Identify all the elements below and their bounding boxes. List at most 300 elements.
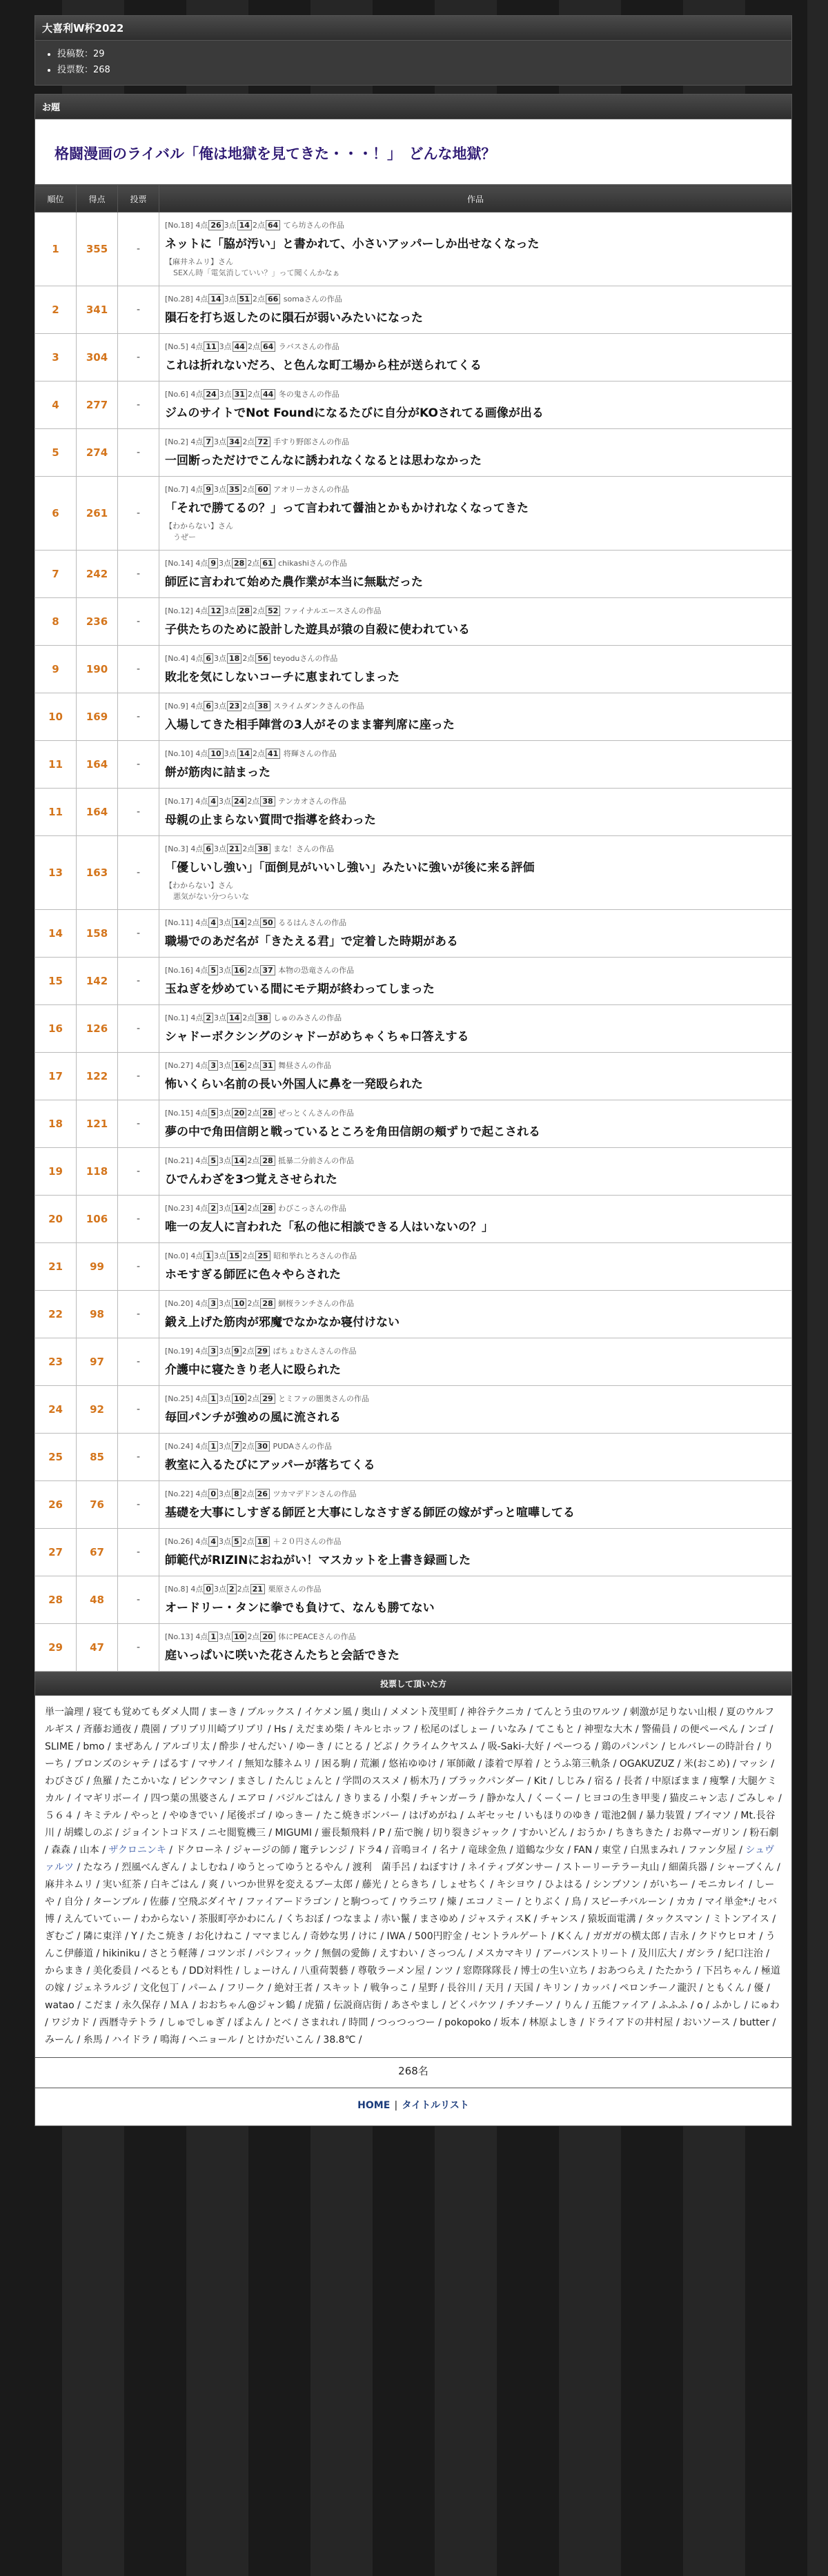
entry-number: [No.27]	[165, 1061, 193, 1070]
rank-cell: 21	[35, 1243, 77, 1291]
votes-3pt: 21	[227, 844, 241, 854]
work-cell	[159, 1291, 792, 1338]
work-cell	[159, 1624, 792, 1672]
work-cell	[159, 1243, 792, 1291]
votes-2pt: 38	[260, 796, 275, 806]
entry-title: 怖いくらい名前の長い外国人に鼻を一発殴られた	[165, 1078, 423, 1091]
rank-cell: 26	[35, 1481, 77, 1529]
entry-number: [No.20]	[165, 1299, 193, 1308]
vote-cell: -	[118, 1624, 159, 1672]
votes-3pt: 10	[232, 1632, 246, 1642]
entry-meta	[165, 1060, 786, 1072]
entry-author: アオリーカさんの作品	[273, 485, 349, 494]
votes-3pt: 16	[232, 1060, 246, 1071]
vote-cell: -	[118, 958, 159, 1005]
title-list-link[interactable]: タイトルリスト	[402, 2100, 469, 2111]
rank-cell: 11	[35, 789, 77, 836]
rank-cell: 1	[35, 212, 77, 286]
votes-2pt: 64	[266, 220, 280, 230]
votes-3pt: 28	[232, 558, 246, 568]
score-cell: 158	[77, 910, 118, 958]
label-2pt: 2点	[247, 918, 260, 927]
votes-3pt: 7	[232, 1441, 241, 1452]
votes-4pt: 4	[208, 918, 218, 928]
votes-4pt: 6	[204, 701, 213, 711]
label-4pt: 4点	[195, 1061, 208, 1070]
label-3pt: 3点	[214, 702, 226, 711]
entry-number: [No.28]	[165, 295, 193, 304]
vote-cell: -	[118, 1291, 159, 1338]
votes-2pt: 28	[260, 1156, 275, 1166]
label-2pt: 2点	[247, 1204, 260, 1213]
label-3pt: 3点	[224, 295, 237, 304]
rank-cell: 16	[35, 1005, 77, 1053]
vote-cell: -	[118, 477, 159, 551]
label-2pt: 2点	[252, 221, 265, 230]
entry-number: [No.7]	[165, 485, 188, 494]
label-3pt: 3点	[219, 342, 232, 351]
work-cell	[159, 286, 792, 334]
score-cell: 121	[77, 1100, 118, 1148]
rank-cell: 4	[35, 382, 77, 429]
score-cell: 48	[77, 1576, 118, 1624]
votes-4pt: 2	[204, 1013, 213, 1023]
entry-author: 体にPEACEさんの作品	[278, 1632, 356, 1641]
entry-title: ホモすぎる師匠に色々やらされた	[165, 1268, 341, 1282]
entry-title: 玉ねぎを炒めている間にモテ期が終わってしまった	[165, 982, 435, 996]
table-row	[35, 1196, 792, 1243]
votes-3pt: 16	[232, 965, 246, 975]
votes-4pt: 1	[208, 1441, 218, 1452]
label-2pt: 2点	[237, 1585, 250, 1594]
rank-cell: 10	[35, 693, 77, 741]
label-3pt: 3点	[214, 485, 226, 494]
entry-author: ぱちょむさんさんの作品	[273, 1347, 357, 1356]
score-cell: 274	[77, 429, 118, 477]
vote-cell: -	[118, 429, 159, 477]
votes-2pt: 31	[260, 1060, 275, 1071]
entry-number: [No.6]	[165, 390, 188, 399]
label-4pt: 4点	[195, 1156, 208, 1165]
label-2pt: 2点	[242, 844, 255, 853]
entry-title: ひでんわざを3つ覚えさせられた	[165, 1173, 337, 1187]
votes-2pt: 44	[261, 389, 275, 399]
label-2pt: 2点	[252, 295, 265, 304]
votes-3pt: 35	[227, 484, 241, 495]
vote-cell: -	[118, 286, 159, 334]
table-row	[35, 789, 792, 836]
votes-2pt: 29	[260, 1394, 275, 1404]
stats-panel	[34, 41, 792, 86]
table-row	[35, 334, 792, 382]
rank-cell: 19	[35, 1148, 77, 1196]
entry-number: [No.8]	[165, 1585, 188, 1594]
label-4pt: 4点	[190, 702, 204, 711]
vote-cell: -	[118, 1148, 159, 1196]
entry-meta	[165, 653, 786, 665]
label-4pt: 4点	[195, 221, 208, 230]
label-4pt: 4点	[190, 1585, 204, 1594]
votes-2pt: 30	[255, 1441, 270, 1452]
score-cell: 126	[77, 1005, 118, 1053]
entry-title: 介護中に寝たきり老人に殴られた	[165, 1363, 341, 1377]
rank-cell: 5	[35, 429, 77, 477]
table-row	[35, 477, 792, 551]
table-row	[35, 1576, 792, 1624]
entry-meta	[165, 700, 786, 713]
votes-2pt: 38	[255, 1013, 270, 1023]
entry-number: [No.12]	[165, 606, 193, 615]
votes-2pt: 29	[255, 1346, 270, 1356]
rank-cell: 15	[35, 958, 77, 1005]
label-3pt: 3点	[219, 966, 231, 975]
label-4pt: 4点	[195, 1204, 208, 1213]
entry-number: [No.1]	[165, 1013, 188, 1022]
votes-4pt: 1	[204, 1251, 213, 1261]
entry-author: ＋２０円さんの作品	[273, 1537, 342, 1546]
label-4pt: 4点	[190, 485, 204, 494]
entry-number: [No.17]	[165, 797, 193, 806]
entry-number: [No.0]	[165, 1251, 188, 1260]
label-4pt: 4点	[195, 1632, 208, 1641]
stats-list	[42, 46, 785, 78]
votes-3pt: 10	[232, 1394, 246, 1404]
table-row	[35, 1005, 792, 1053]
label-4pt: 4点	[195, 1347, 208, 1356]
table-row	[35, 1434, 792, 1481]
votes-4pt: 0	[204, 1584, 213, 1594]
page-title: 大喜利W杯2022	[34, 15, 792, 41]
rank-cell: 23	[35, 1338, 77, 1386]
votes-2pt: 25	[255, 1251, 270, 1261]
comment	[165, 257, 786, 279]
votes-4pt: 6	[204, 844, 213, 854]
entry-meta	[165, 1202, 786, 1215]
label-3pt: 3点	[219, 918, 231, 927]
score-cell: 164	[77, 741, 118, 789]
table-row	[35, 551, 792, 598]
votes-4pt: 0	[208, 1489, 218, 1499]
entry-meta	[165, 557, 786, 570]
table-row	[35, 1243, 792, 1291]
label-3pt: 3点	[214, 844, 226, 853]
entry-title: 隕石を打ち返したのに隕石が弱いみたいになった	[165, 311, 423, 325]
votes-4pt: 6	[204, 653, 213, 664]
work-cell	[159, 1100, 792, 1148]
entry-author: まな！さんの作品	[273, 844, 335, 853]
work-cell	[159, 958, 792, 1005]
label-2pt: 2点	[252, 606, 265, 615]
entry-title: 「それで勝てるの？」って言われて醤油とかもかけれなくなってきた	[165, 502, 529, 515]
label-3pt: 3点	[219, 1347, 231, 1356]
entry-number: [No.14]	[165, 559, 193, 568]
vote-cell: -	[118, 1196, 159, 1243]
votes-3pt: 23	[227, 701, 241, 711]
vote-cell: -	[118, 1529, 159, 1576]
odai-panel	[34, 119, 792, 185]
work-cell	[159, 741, 792, 789]
entry-author: PUDAさんの作品	[273, 1442, 332, 1451]
header-vote: 投票	[118, 186, 159, 212]
entry-number: [No.24]	[165, 1442, 193, 1451]
vote-cell: -	[118, 910, 159, 958]
work-cell	[159, 836, 792, 910]
entry-title: 職場でのあだ名が「きたえる君」で定着した時期がある	[165, 935, 458, 949]
comment-author: 【わからない】さん	[165, 522, 233, 531]
votes-2pt: 72	[255, 437, 270, 447]
votes-3pt: 10	[232, 1298, 246, 1309]
score-cell: 67	[77, 1529, 118, 1576]
label-3pt: 3点	[214, 654, 226, 663]
work-cell	[159, 429, 792, 477]
entry-title: 餅が筋肉に詰まった	[165, 766, 270, 780]
vote-cell: -	[118, 382, 159, 429]
vote-cell: -	[118, 693, 159, 741]
entry-meta	[165, 1631, 786, 1643]
label-2pt: 2点	[247, 1394, 260, 1403]
work-cell	[159, 693, 792, 741]
entry-author: 抵暴二分前さんの作品	[278, 1156, 355, 1165]
votes-4pt: 7	[204, 437, 213, 447]
label-2pt: 2点	[247, 559, 260, 568]
entry-meta	[165, 964, 786, 977]
entry-number: [No.23]	[165, 1204, 193, 1213]
entry-number: [No.15]	[165, 1109, 193, 1118]
entry-author: テンカオさんの作品	[278, 797, 346, 806]
work-cell	[159, 1434, 792, 1481]
results-body	[35, 212, 792, 1672]
label-2pt: 2点	[242, 1013, 255, 1022]
entry-title: 師匠に言われて始めた農作業が本当に無駄だった	[165, 575, 423, 589]
voters-list	[34, 1696, 792, 2058]
entry-meta	[165, 341, 786, 353]
stat-item: • 投稿数：29	[57, 46, 785, 62]
votes-2pt: 18	[255, 1536, 270, 1547]
label-4pt: 4点	[195, 966, 208, 975]
score-cell: 277	[77, 382, 118, 429]
label-3pt: 3点	[219, 1156, 231, 1165]
label-4pt: 4点	[195, 1442, 208, 1451]
entry-meta	[165, 436, 786, 448]
entry-author: teyoduさんの作品	[273, 654, 338, 663]
work-cell	[159, 598, 792, 646]
comment-body: うぜー	[173, 533, 196, 542]
table-row	[35, 212, 792, 286]
votes-4pt: 3	[208, 1060, 218, 1071]
table-row	[35, 836, 792, 910]
comment	[165, 880, 786, 902]
voters-text-1: 単一論理 / 寝ても覚めてもダメ人間 / まーき / ブルックス / イケメン風 / 奥山 / メメント茂里町 / 神谷テクニカ / てんとう虫のワルツ / 刺激が足りない山根 / 夏のウルフルギス / 斉藤お通夜 / 農園 / ブリブリ川崎ブリブリ / Hs / えだまめ柴 / キルヒホッフ / 松尾のばしょー / いなみ / てこもと / 神聖な大木 / 警備員 / の便ぺーペん / ンゴ / SLIME / bmo / まぜあん / アルゴリ太 / 酔歩 / せんだい / ゆーき / にとる / どぶ / クライムクヤスム / 吸-Saki-大好 / ペーつる / 鶏のパンパン / ヒルバレーの時計台 / りーち / ブロンズのシャテ / ぱるす / マサノイ / 無知な膝ネムリ / 困る駒 / 荒瀬 / 悠祐ゆゆけ / 軍師敵 / 漆着で厚着 / とうふ第三軌条 / OGAKUZUZ / 米(おこめ) / マッシ / わびさび / 魚羅 / たこかいな / ピンクマン / まさし / たんじょんと / 学問のススメ / 栃木乃 / ブラックパンダー / Kit / しじみ / 宿る / 長者 / 中原ぼまま / 痩撃 / 大腿ケミカル / イマギリボーイ / 四つ葉の黒婆さん / エアロ / バジルごはん / きりまる / 小梨 / チャンガーラ / 静かな人 / くーくー / ヒヨコの生き甲斐 / 猫皮ニャン志 / ごみしゃ / ５６４ / キミテル / やっと / やゆきでい / 尾後ポゴ / ゆっきー / たこ焼きボンバー / はげめがね / ムギセッセ / いもほりのゆき / 電池2個 / 暴力装置 / ブイマソ / Mt.長谷川 / 胡蝶しのぶ / ジョイントコドス / ニセ閲覧機三 / MIGUMI / 靈長類飛料 / P / 茄で腕 / 切り裂きジャック / すかいどん / おうか / ちきちきた / お鼻マーガリン / 粉石劇 / 森森 / 山本 /	[45, 1707, 782, 1856]
rank-cell: 7	[35, 551, 77, 598]
home-link[interactable]: HOME	[357, 2100, 391, 2111]
vote-cell: -	[118, 1481, 159, 1529]
voter-link-1[interactable]: ザクロニンキ	[108, 1845, 166, 1856]
table-row	[35, 382, 792, 429]
label-4pt: 4点	[190, 1013, 204, 1022]
table-row	[35, 1386, 792, 1434]
score-cell: 190	[77, 646, 118, 693]
entry-title: ジムのサイトでNot Foundになるたびに自分がKOされてる画像が出る	[165, 406, 544, 420]
rank-cell: 28	[35, 1576, 77, 1624]
entry-meta	[165, 1107, 786, 1120]
table-row	[35, 1291, 792, 1338]
score-cell: 341	[77, 286, 118, 334]
votes-3pt: 14	[227, 1013, 241, 1023]
rank-cell: 22	[35, 1291, 77, 1338]
table-row	[35, 910, 792, 958]
entry-title: 「優しいし強い」「面倒見がいいし強い」みたいに強いが後に来る評価	[165, 861, 535, 875]
entry-author: しゅのみさんの作品	[273, 1013, 342, 1022]
score-cell: 118	[77, 1148, 118, 1196]
votes-2pt: 60	[255, 484, 270, 495]
votes-4pt: 2	[208, 1203, 218, 1213]
vote-cell: -	[118, 212, 159, 286]
score-cell: 355	[77, 212, 118, 286]
footer-nav	[34, 2088, 792, 2126]
work-cell	[159, 477, 792, 551]
entry-meta	[165, 219, 786, 232]
entry-author: 舞昼さんの作品	[278, 1061, 332, 1070]
label-4pt: 4点	[190, 437, 204, 446]
label-4pt: 4点	[195, 1299, 208, 1308]
label-2pt: 2点	[241, 1442, 255, 1451]
entry-title: これは折れないだろ、と色んな町工場から柱が送られてくる	[165, 359, 482, 373]
work-cell	[159, 1196, 792, 1243]
entry-author: ファイナルエースさんの作品	[283, 606, 382, 615]
work-cell	[159, 382, 792, 429]
entry-title: 毎回パンチが強めの風に流される	[165, 1411, 341, 1425]
stat-item: • 投票数：268	[57, 62, 785, 78]
voters-text-3: / たなろ / 烈風べんぎん / よしむね / ゆうとってゆうとるやん / 渡利 菌手呂 / ねぼすけ / ネイティブダンサー / ストーリーテラー丸山 / 細菌兵器 / シャーブくん / 麻井ネムリ / 実い紅茶 / 白キごはん / 爽 / いつか世界を変えるブー太郎 / 藤光 / とらきち / しょせちく / キシヨウ / ひよはる / シンブソン / がいちー / モニカレイ / しーや / 自分 / ターンブル / 佐藤 / 空飛ぶダイヤ / ファイアードラゴン / と駒つって / ウラニワ / 煉 / エコノミー / とりぶく / 鳥 / スピーチバルーン / カカ / マイ単金*:/ セバ博 / えんていてぃー / わからない / 茶服町亭かわにん / くちおぼ / つなまよ / 赤い鬣 / まさゆめ / ジャスティスK / チャンス / 猿坂面電溝 / タックスマン / ミトンアイス / ぎむご / 隣に東洋 / Y / たこ焼き / お化けねこ / ママまじん / 奇妙な男 / けに / IWA / 500円貯金 / セントラルゲート / Kくん / ガガガの横太郎 / 吉永 / クドウヒロオ / うんこ伊藤道 / hikiniku / さとう軽薄 / コツンボ / パシフィック / 無個の愛飾 / えすわい / さっつん / メスカマキリ / アーバンストリート / 及川広大 / ガシラ / 紀口注治 / からまき / 美化委員 / ぺるとも / DD対料性 / しょーけん / 八重荷製藝 / 尊敬ラーメン屋 / ンツ / 窓際隊隊長 / 博士の生い立ち / おあつらえ / たたかう / 下呂ちゃん / 極道の嫁 / ジェネラルジ / 文化包丁 / パーム / フリーク / 絶対王者 / スキット / 戦争っこ / 星野 / 長谷川 / 天月 / 天国 / キリン / カッバ / ペロンチーノ瀧沢 / ともくん / 優 / watao / こだま / 永久保存 / ＭＡ / おおちゃん@ジャン鶴 / 虎猫 / 伝説商店街 / あさやまし / どくパケツ / チソチーソ / りん / 五能ファイア / ふふふ / o / ふかし / にゅわ / ワジカド / 西暦寺テトラ / しゅでしゅぎ / ぽよん / とべ / さまれれ / 時間 / つっつっつー / pokopoko / 坂本 / 林原よしき / ドライアドの井村屋 / おいソース / butter / みーん / 糸馬 / ハイドラ / 鳴海 / ヘニョール / とけかだいこん / 38.8℃ /	[45, 1862, 780, 2045]
label-2pt: 2点	[242, 654, 255, 663]
entry-author: るるはんさんの作品	[278, 918, 347, 927]
label-2pt: 2点	[241, 1347, 255, 1356]
rank-cell: 24	[35, 1386, 77, 1434]
entry-meta	[165, 917, 786, 929]
entry-number: [No.13]	[165, 1632, 193, 1641]
score-cell: 304	[77, 334, 118, 382]
label-3pt: 3点	[219, 1442, 231, 1451]
rank-cell: 13	[35, 836, 77, 910]
label-2pt: 2点	[247, 1156, 260, 1165]
score-cell: 242	[77, 551, 118, 598]
header-rank: 順位	[35, 186, 77, 212]
label-4pt: 4点	[195, 1394, 208, 1403]
label-2pt: 2点	[247, 1061, 260, 1070]
votes-4pt: 4	[208, 1536, 218, 1547]
label-3pt: 3点	[219, 1394, 231, 1403]
entry-title: 一回断っただけでこんなに誘われなくなるとは思わなかった	[165, 454, 482, 468]
label-3pt: 3点	[214, 437, 226, 446]
table-row	[35, 1481, 792, 1529]
page-container	[34, 15, 792, 2126]
entry-number: [No.10]	[165, 749, 193, 758]
label-2pt: 2点	[247, 1632, 260, 1641]
work-cell	[159, 1529, 792, 1576]
label-2pt: 2点	[247, 390, 260, 399]
entry-author: ツカマデドンさんの作品	[273, 1489, 357, 1498]
label-2pt: 2点	[247, 966, 260, 975]
work-cell	[159, 1053, 792, 1100]
work-cell	[159, 1386, 792, 1434]
votes-2pt: 38	[255, 844, 270, 854]
header-work: 作品	[159, 186, 792, 212]
comment-author: 【麻井ネムリ】さん	[165, 257, 233, 266]
label-3pt: 3点	[219, 797, 231, 806]
work-cell	[159, 646, 792, 693]
table-row	[35, 741, 792, 789]
entry-meta	[165, 1250, 786, 1262]
vote-cell: -	[118, 789, 159, 836]
entry-author: ラバスさんの作品	[278, 342, 339, 351]
entry-meta	[165, 1345, 786, 1358]
label-4pt: 4点	[195, 559, 208, 568]
entry-title: 入場してきた相手陣営の3人がそのまま審判席に座った	[165, 718, 455, 732]
table-row	[35, 429, 792, 477]
label-3pt: 3点	[219, 390, 232, 399]
rank-cell: 29	[35, 1624, 77, 1672]
score-cell: 261	[77, 477, 118, 551]
entry-meta	[165, 605, 786, 617]
label-2pt: 2点	[247, 797, 260, 806]
footer-separator: |	[394, 2100, 398, 2111]
votes-2pt: 28	[260, 1298, 275, 1309]
entry-author: chikashiさんの作品	[278, 559, 347, 568]
entry-author: 網桜ランチさんの作品	[278, 1299, 355, 1308]
score-cell: 142	[77, 958, 118, 1005]
voter-link-2[interactable]: シュヴァルツ	[45, 1845, 775, 1873]
vote-cell: -	[118, 598, 159, 646]
entry-number: [No.21]	[165, 1156, 193, 1165]
score-cell: 92	[77, 1386, 118, 1434]
votes-3pt: 14	[232, 1203, 246, 1213]
comment-body: SEXん時「電気消していい？」って聞くんかなぁ	[173, 268, 340, 277]
work-cell	[159, 551, 792, 598]
entry-author: てら坊さんの作品	[283, 221, 344, 230]
entry-title: 唯一の友人に言われた「私の他に相談できる人はいないの？」	[165, 1220, 493, 1234]
label-4pt: 4点	[190, 654, 204, 663]
entry-author: 手すり野郎さんの作品	[273, 437, 350, 446]
label-2pt: 2点	[242, 702, 255, 711]
entry-title: 基礎を大事にしすぎる師匠と大事にしなさすぎる師匠の嫁がずっと喧嘩してる	[165, 1506, 575, 1520]
table-row	[35, 958, 792, 1005]
rank-cell: 6	[35, 477, 77, 551]
label-4pt: 4点	[190, 844, 204, 853]
entry-title: 教室に入るたびにアッパーが落ちてくる	[165, 1458, 375, 1472]
entry-title: 子供たちのために設計した遊具が猿の自殺に使われている	[165, 623, 470, 637]
entry-meta	[165, 1440, 786, 1453]
entry-meta	[165, 293, 786, 306]
entry-number: [No.18]	[165, 221, 193, 230]
rank-cell: 11	[35, 741, 77, 789]
vote-cell: -	[118, 551, 159, 598]
table-row	[35, 1148, 792, 1196]
entry-meta	[165, 843, 786, 855]
score-cell: 85	[77, 1434, 118, 1481]
table-row	[35, 1053, 792, 1100]
votes-4pt: 1	[208, 1394, 218, 1404]
entry-title: 母親の止まらない質問で指導を終わった	[165, 813, 376, 827]
work-cell	[159, 789, 792, 836]
votes-2pt: 38	[255, 701, 270, 711]
votes-2pt: 26	[255, 1489, 270, 1499]
entry-number: [No.4]	[165, 654, 188, 663]
work-cell	[159, 1005, 792, 1053]
votes-2pt: 61	[260, 558, 275, 568]
label-2pt: 2点	[241, 1489, 255, 1498]
label-2pt: 2点	[247, 1109, 260, 1118]
entry-author: 将輝さんの作品	[283, 749, 337, 758]
